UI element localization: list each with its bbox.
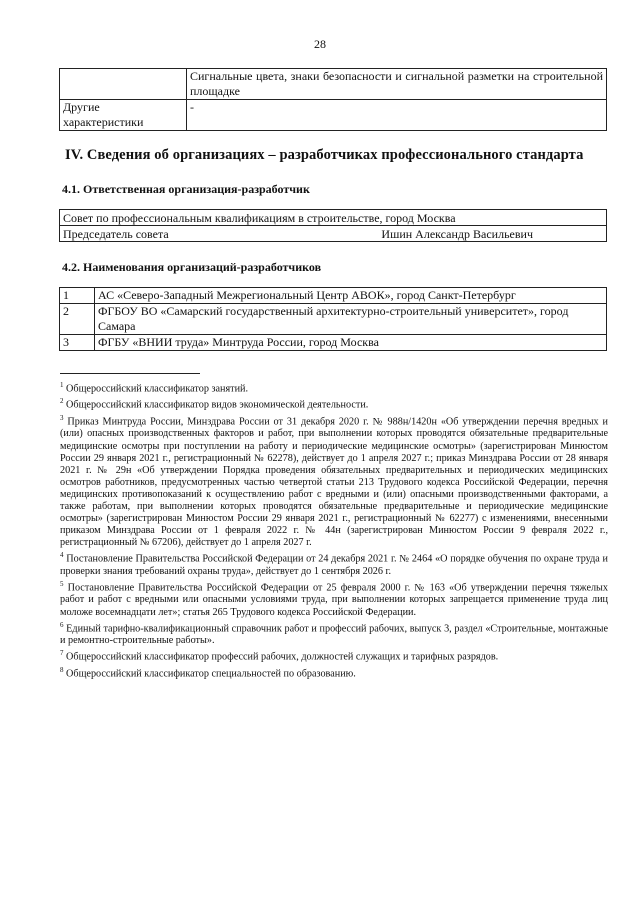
footnote-mark: 7 bbox=[60, 649, 64, 658]
footnote-mark: 4 bbox=[60, 551, 64, 560]
footnote-text: Общероссийский классификатор видов экономической деятельности. bbox=[63, 399, 369, 411]
footnote-text: Приказ Минтруда России, Минздрава России от 31 декабря 2020 г. № 988н/1420н «Об утверждении перечня вредных и (или) опасных производственных факторов и работ, при выполнении которых проводятся обязательные предварительные медицинские осмотры при поступлении на работу и периодические медицинские осмотры» (зарегистрирован Минюстом России 29 января 2021 г., регистрационный № 62278), действует до 1 апреля 2027 г.; приказ Минздрава России от 28 января 2021 г. № 29н «Об утверждении Порядка проведения обязательных предварительных и периодических медицинских осмотров работников, предусмотренных частью четвертой статьи 213 Трудового кодекса Российской Федерации, перечня медицинских противопоказаний к осуществлению работ с вредными и (или) опасными производственными факторами, а также работам, при выполнении которых проводятся обязательные предварительные и периодические медицинские осмотры» (зарегистрирован Минюстом России 29 января 2021 г., регистрационный № 62277) с изменениями, внесенными приказом Минздрава России от 1 февраля 2022 г. № 44н (зарегистрирован Минюстом России 9 февраля 2022 г., регистрационный № 67206), действует до 1 апреля 2027 г. bbox=[60, 416, 608, 549]
head-person: Ишин Александр Васильевич bbox=[381, 227, 533, 241]
org-name: АС «Северо-Западный Межрегиональный Центр АВОК», город Санкт-Петербург bbox=[95, 288, 607, 304]
footnote-mark: 8 bbox=[60, 665, 64, 674]
table-row bbox=[60, 69, 607, 100]
table-cell: Сигнальные цвета, знаки безопасности и сигнальной разметки на строительной площадке bbox=[187, 69, 607, 100]
footnotes bbox=[60, 379, 608, 680]
org-name: ФГБУ «ВНИИ труда» Минтруда России, город Москва bbox=[95, 335, 607, 351]
subsection-title-responsible: 4.1. Ответственная организация-разработчик bbox=[62, 182, 310, 196]
head-position: Председатель совета bbox=[63, 227, 169, 241]
head-row bbox=[63, 227, 603, 241]
developer-orgs-table bbox=[59, 287, 607, 351]
org-name: ФГБОУ ВО «Самарский государственный архитектурно-строительный университет», город Самара bbox=[95, 304, 607, 335]
table-cell-empty bbox=[60, 69, 187, 100]
footnote-mark: 2 bbox=[60, 397, 64, 406]
footnote bbox=[60, 619, 608, 648]
footnote-mark: 1 bbox=[60, 381, 64, 389]
footnote-text: Постановление Правительства Российской Федерации от 24 декабря 2021 г. № 2464 «О порядке обучения по охране труда и проверки знания требований охраны труда», действует до 1 сентября 2026 г. bbox=[60, 553, 608, 577]
row-number: 3 bbox=[60, 335, 95, 351]
table-cell-label: Другие характеристики bbox=[60, 100, 187, 131]
footnote-mark: 6 bbox=[60, 620, 64, 629]
footnote-mark: 5 bbox=[60, 579, 64, 588]
table-cell: - bbox=[187, 100, 607, 131]
footnote-divider bbox=[60, 373, 200, 374]
page-number: 28 bbox=[314, 37, 326, 51]
row-number: 2 bbox=[60, 304, 95, 335]
table-row bbox=[60, 304, 607, 335]
footnote bbox=[60, 379, 608, 395]
footnote bbox=[60, 412, 608, 549]
footnote bbox=[60, 578, 608, 619]
footnote bbox=[60, 647, 608, 663]
org-name-cell: Совет по профессиональным квалификациям в строительстве, город Москва bbox=[60, 210, 607, 226]
footnote-text: Единый тарифно-квалификационный справочник работ и профессий рабочих, выпуск 3, раздел «Строительные, монтажные и ремонтно-строительные работы». bbox=[60, 623, 608, 647]
subsection-title-developers: 4.2. Наименования организаций-разработчиков bbox=[62, 260, 322, 274]
table-row bbox=[60, 288, 607, 304]
head-cell bbox=[60, 226, 607, 242]
section-title: IV. Сведения об организациях – разработчиках профессионального стандарта bbox=[65, 147, 584, 163]
table-row bbox=[60, 226, 607, 242]
footnote bbox=[60, 395, 608, 411]
characteristics-table bbox=[59, 68, 607, 131]
table-row bbox=[60, 210, 607, 226]
footnote-mark: 3 bbox=[60, 413, 64, 422]
table-row bbox=[60, 335, 607, 351]
footnote bbox=[60, 664, 608, 680]
responsible-org-table bbox=[59, 209, 607, 242]
footnote bbox=[60, 549, 608, 578]
row-number: 1 bbox=[60, 288, 95, 304]
footnote-text: Общероссийский классификатор специальностей по образованию. bbox=[63, 668, 356, 680]
footnote-text: Общероссийский классификатор профессий рабочих, должностей служащих и тарифных разрядов. bbox=[63, 651, 499, 663]
footnote-text: Общероссийский классификатор занятий. bbox=[63, 383, 249, 395]
footnote-text: Постановление Правительства Российской Федерации от 25 февраля 2000 г. № 163 «Об утверждении перечня тяжелых работ и работ с вредными или опасными условиями труда, при выполнении которых запрещается применение труда лиц моложе восемнадцати лет»; статья 265 Трудового кодекса Российской Федерации. bbox=[60, 582, 608, 618]
table-row bbox=[60, 100, 607, 131]
